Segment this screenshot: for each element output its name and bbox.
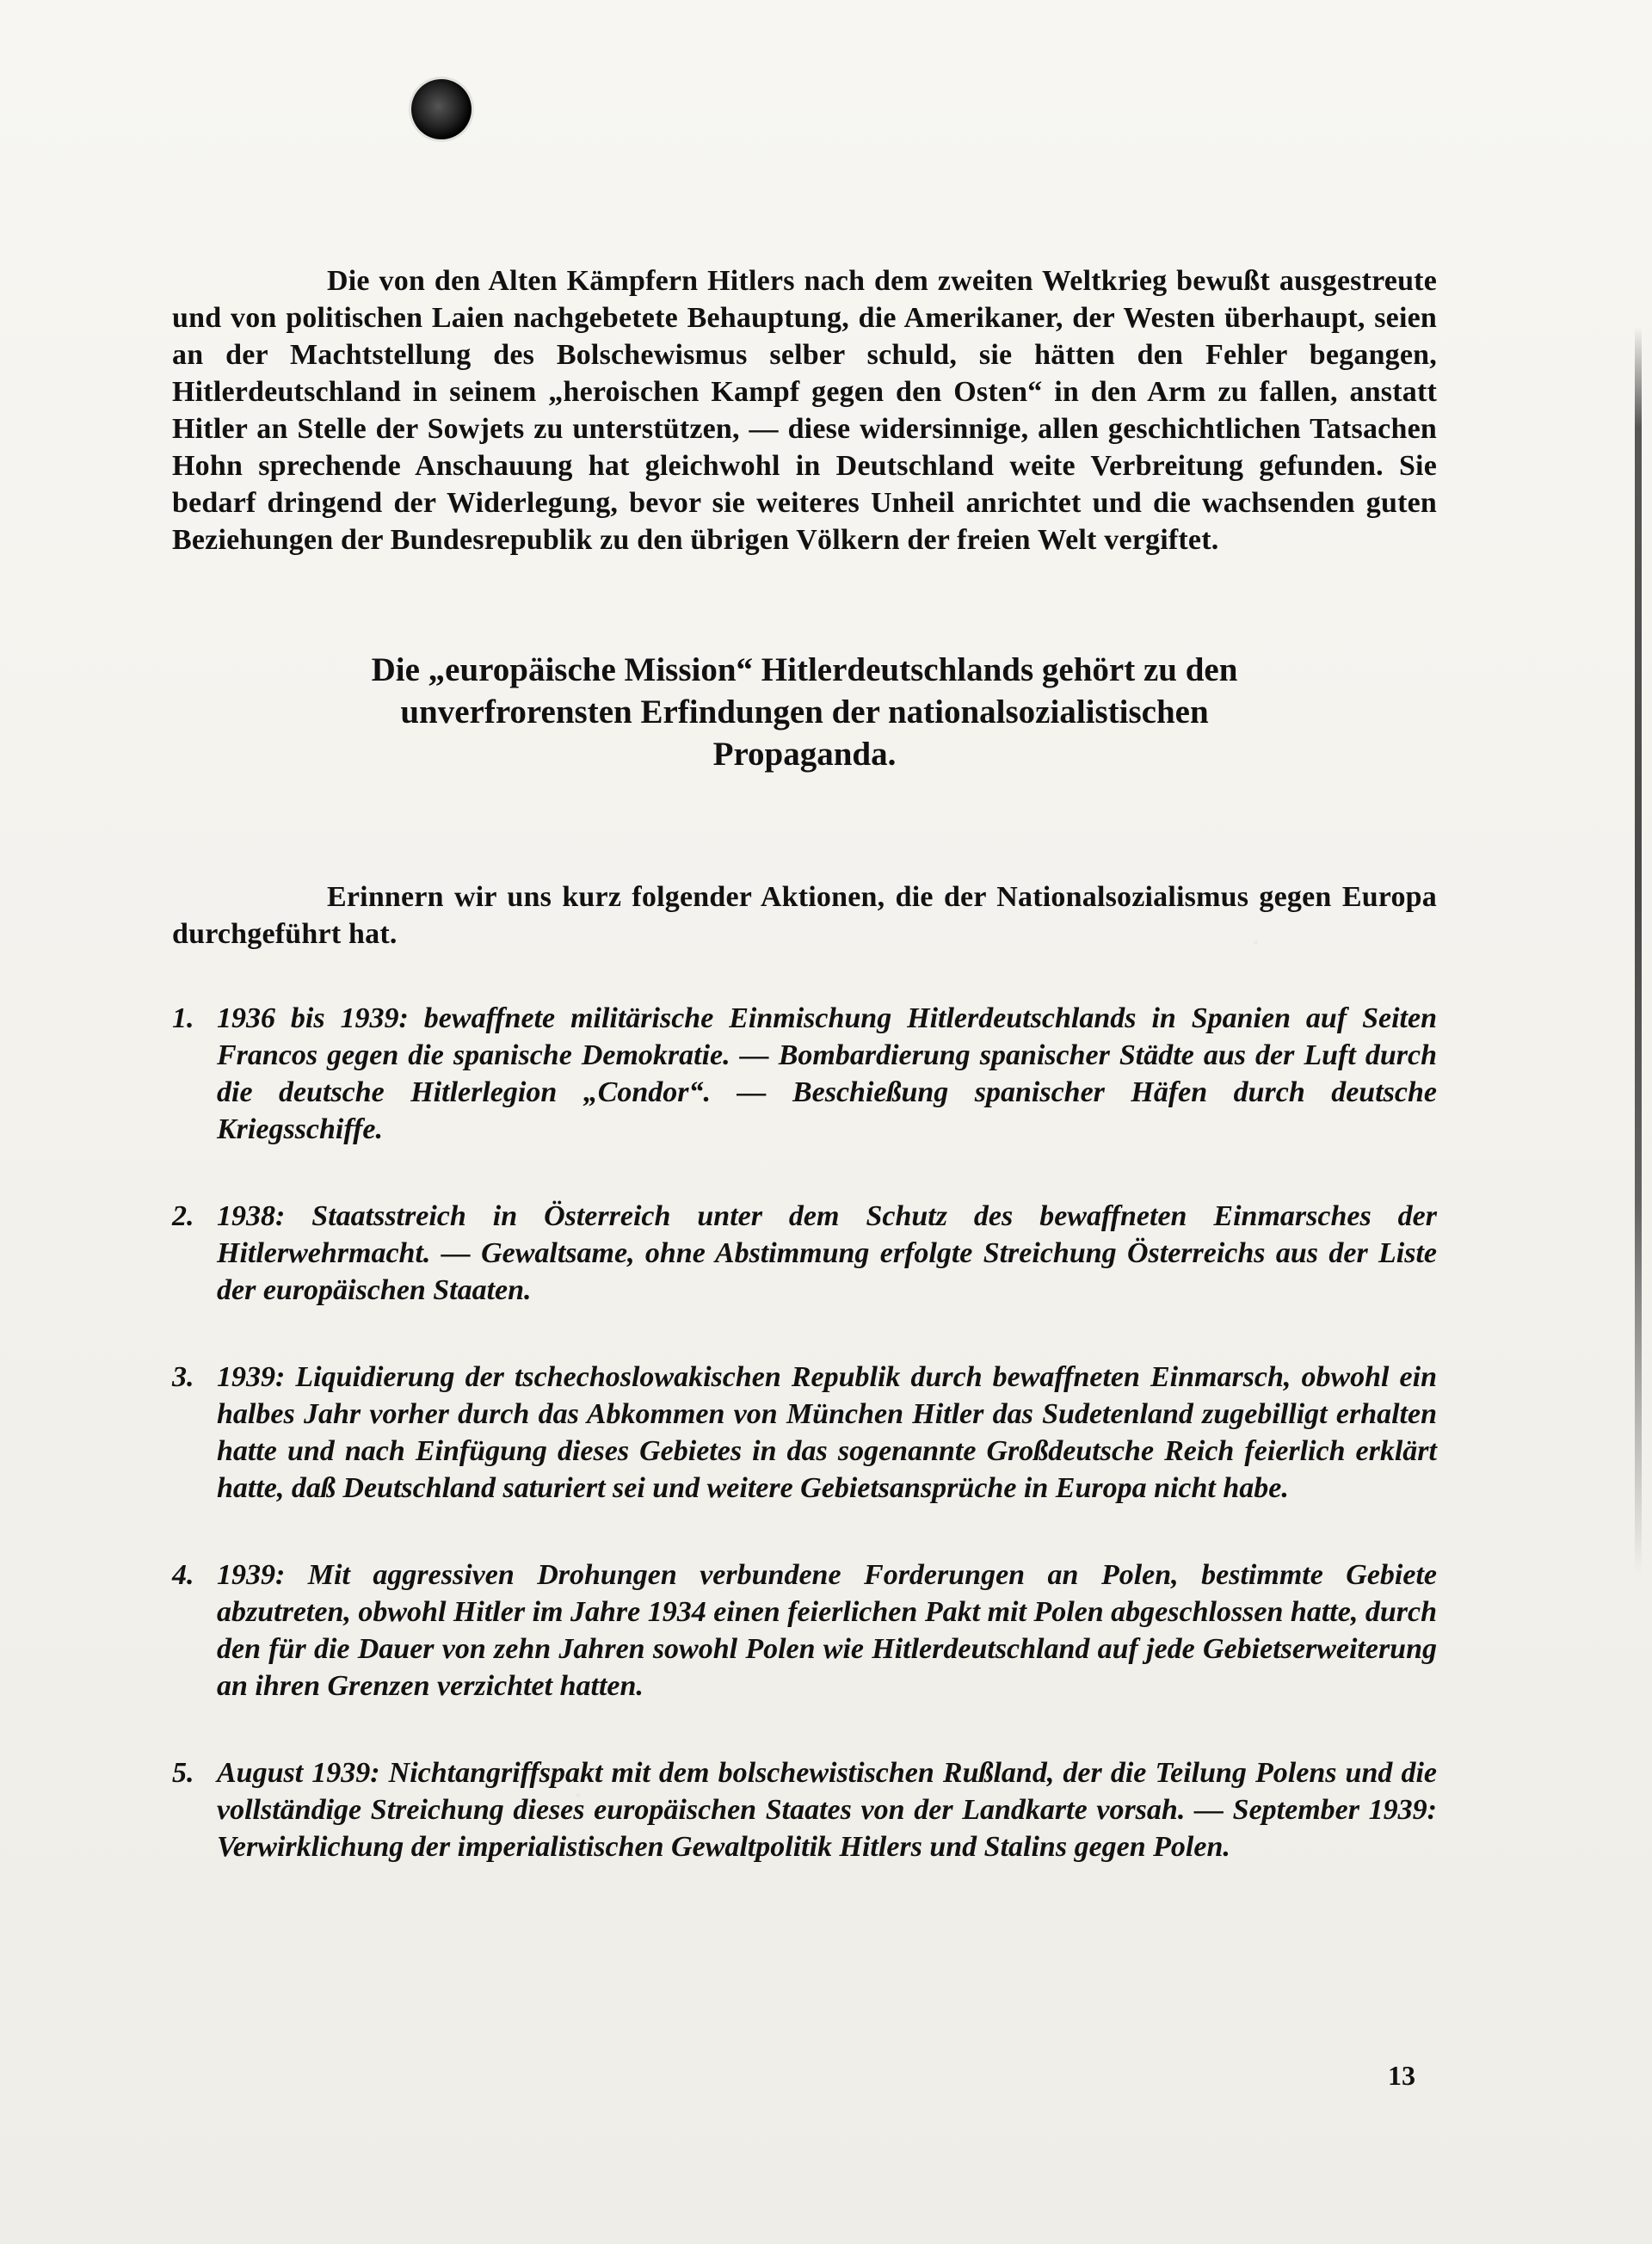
section-heading: Die „europäische Mission“ Hitlerdeutschlands gehört zu den unverfrorensten Erfindungen der nationalsozialistischen Propaganda. [371,651,1238,773]
event-text: August 1939: Nichtangriffspakt mit dem bolschewistischen Rußland, der die Teilung Polens und die vollständige Streichung dieses europäischen Staates von der Landkarte vorsah. — September 1939: Verwirklichung der imperialistischen Gewaltpolitik Hitlers und Stalins gegen Polen. [217,1757,1437,1863]
scan-edge-shadow [1635,327,1642,1575]
event-text: 1936 bis 1939: bewaffnete militärische Einmischung Hitlerdeutschlands in Spanien auf Seiten Francos gegen die spanische Demokratie. — Bombardierung spanischer Städte aus der Luft durch die deutsche Hitlerlegion „Condor“. — Beschießung spanischer Häfen durch deutsche Kriegsschiffe. [217,1002,1437,1145]
event-text: 1939: Mit aggressiven Drohungen verbundene Forderungen an Polen, bestimmte Gebiete abzutreten, obwohl Hitler im Jahre 1934 einen feierlichen Pakt mit Polen abgeschlossen hatte, durch den für die Dauer von zehn Jahren sowohl Polen wie Hitlerdeutschland auf jede Gebietserweiterung an ihren Grenzen verzichtet hatten. [217,1559,1437,1702]
event-number: 2. [172,1200,194,1232]
document-content [172,262,1437,1915]
event-list [172,1000,1437,1865]
event-text: 1938: Staatsstreich in Österreich unter dem Schutz des bewaffneten Einmarsches der Hitlerwehrmacht. — Gewaltsame, ohne Abstimmung erfolgte Streichung Österreichs aus der Liste der europäischen Staaten. [217,1200,1437,1306]
punch-hole-mark [411,79,472,139]
event-item-4 [172,1557,1437,1705]
event-item-1 [172,1000,1437,1148]
opening-paragraph: Die von den Alten Kämpfern Hitlers nach dem zweiten Weltkrieg bewußt ausgestreute und von politischen Laien nachgebetete Behauptung, die Amerikaner, der Westen überhaupt, seien an der Machtstellung des Bolschewismus selber schuld, sie hätten den Fehler begangen, Hitlerdeutschland in seinem „heroischen Kampf gegen den Osten“ in den Arm zu fallen, anstatt Hitler an Stelle der Sowjets zu unterstützen, — diese widersinnige, allen geschichtlichen Tatsachen Hohn sprechende Anschauung hat gleichwohl in Deutschland weite Verbreitung gefunden. Sie bedarf dringend der Widerlegung, bevor sie weiteres Unheil anrichtet und die wachsenden guten Beziehungen der Bundesrepublik zu den übrigen Völkern der freien Welt vergiftet. [172,265,1437,556]
page-number: 13 [1388,2060,1415,2091]
event-text: 1939: Liquidierung der tschechoslowakischen Republik durch bewaffneten Einmarsch, obwohl ein halbes Jahr vorher durch das Abkommen von München Hitler das Sudetenland zugebilligt erhalten hatte und nach Einfügung dieses Gebietes in das sogenannte Großdeutsche Reich feierlich erklärt hatte, daß Deutschland saturiert sei und weitere Gebietsansprüche in Europa nicht habe. [217,1361,1437,1504]
event-number: 1. [172,1002,194,1034]
event-item-2 [172,1198,1437,1309]
event-number: 4. [172,1559,194,1591]
event-item-5 [172,1754,1437,1865]
event-number: 3. [172,1361,194,1393]
event-number: 5. [172,1757,194,1789]
event-item-3 [172,1359,1437,1507]
intro-paragraph: Erinnern wir uns kurz folgender Aktionen, die der Nationalsozialismus gegen Europa durchgeführt hat. [172,881,1437,950]
